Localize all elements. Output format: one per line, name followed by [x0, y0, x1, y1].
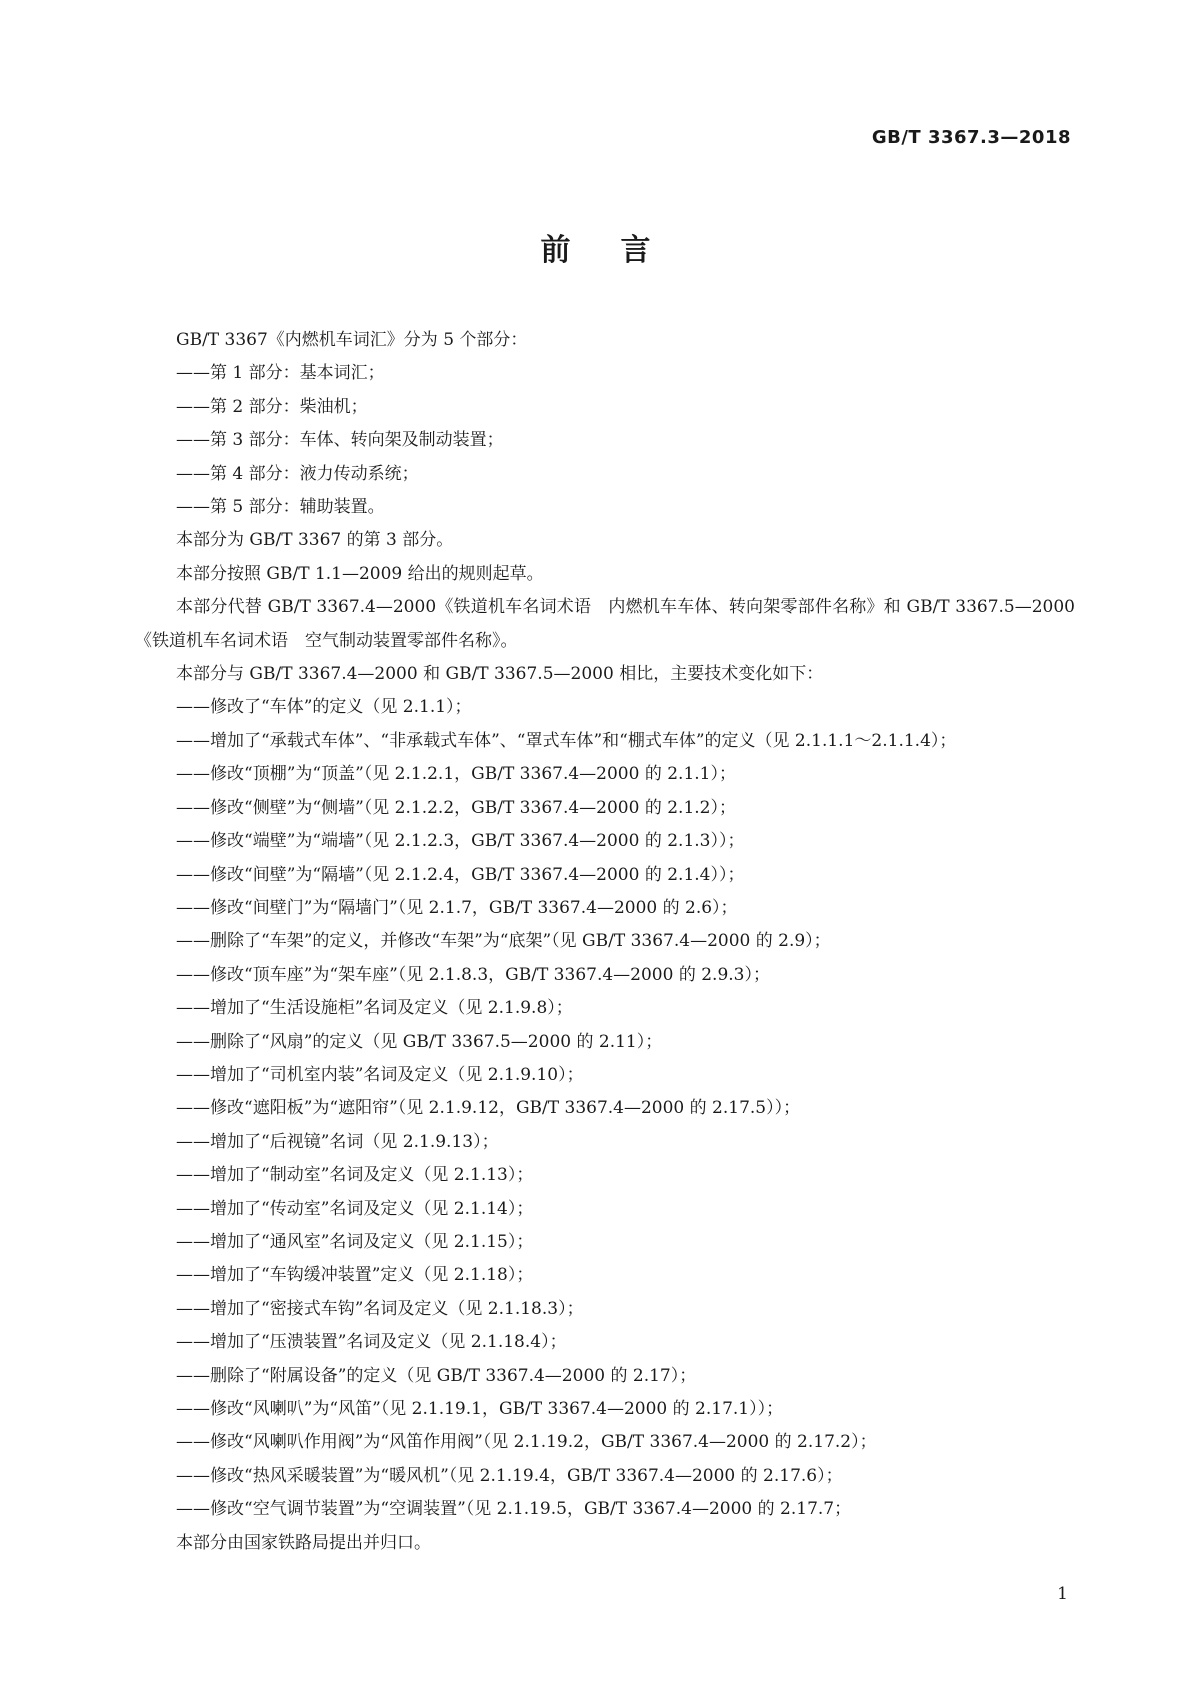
list-item: ——增加了“承载式车体”、“非承载式车体”、“罩式车体”和“棚式车体”的定义（见 2.1.1.1～2.1.1.4）；: [176, 730, 957, 751]
list-item: ——增加了“传动室”名词及定义（见 2.1.14）；: [176, 1198, 534, 1219]
list-item: ——增加了“生活设施柜”名词及定义（见 2.1.9.8）；: [176, 998, 573, 1019]
foreword-body: [135, 324, 1075, 1560]
list-item: ——第 5 部分：辅助装置。: [176, 497, 385, 518]
list-item: ——第 2 部分：柴油机；: [176, 396, 368, 417]
this-part-statement: 本部分为 GB/T 3367 的第 3 部分。: [176, 530, 454, 551]
list-item: ——删除了“风扇”的定义（见 GB/T 3367.5—2000 的 2.11）；: [176, 1031, 663, 1052]
page-title: 前言: [540, 233, 701, 268]
list-item: ——修改“间壁”为“隔墙”（见 2.1.2.4，GB/T 3367.4—2000 的 2.1.4））；: [176, 864, 745, 885]
list-item: ——修改“顶棚”为“顶盖”（见 2.1.2.1，GB/T 3367.4—2000 的 2.1.1）；: [176, 764, 736, 785]
list-item: ——删除了“附属设备”的定义（见 GB/T 3367.4—2000 的 2.17）；: [176, 1365, 697, 1386]
list-item: ——删除了“车架”的定义，并修改“车架”为“底架”（见 GB/T 3367.4—2000 的 2.9）；: [176, 931, 831, 952]
list-item: ——修改了“车体”的定义（见 2.1.1）；: [176, 697, 472, 718]
parts-statement: GB/T 3367《内燃机车词汇》分为 5 个部分：: [176, 330, 528, 350]
list-item: ——增加了“压溃装置”名词及定义（见 2.1.18.4）；: [176, 1332, 567, 1353]
list-item: ——修改“顶车座”为“架车座”（见 2.1.8.3，GB/T 3367.4—2000 的 2.9.3）；: [176, 964, 770, 985]
parts-list: [135, 357, 1075, 524]
list-item: ——增加了“密接式车钩”名词及定义（见 2.1.18.3）；: [176, 1298, 584, 1319]
list-item: ——修改“风喇叭”为“风笛”（见 2.1.19.1，GB/T 3367.4—2000 的 2.17.1））；: [176, 1399, 784, 1419]
replaces-statement: 本部分代替 GB/T 3367.4—2000《铁道机车名词术语 内燃机车车体、转向架零部件名称》和 GB/T 3367.5—2000《铁道机车名词术语 空气制动装置零部件名称》。: [135, 597, 1075, 651]
changes-statement: 本部分与 GB/T 3367.4—2000 和 GB/T 3367.5—2000 相比，主要技术变化如下：: [176, 664, 824, 685]
list-item: ——修改“侧壁”为“侧墙”（见 2.1.2.2，GB/T 3367.4—2000 的 2.1.2）；: [176, 797, 736, 818]
list-item: ——增加了“后视镜”名词（见 2.1.9.13）；: [176, 1131, 499, 1152]
changes-list: [135, 691, 1075, 1526]
list-item: ——增加了“制动室”名词及定义（见 2.1.13）；: [176, 1165, 534, 1186]
list-item: ——增加了“司机室内装”名词及定义（见 2.1.9.10）；: [176, 1064, 584, 1085]
list-item: ——修改“空气调节装置”为“空调装置”（见 2.1.19.5，GB/T 3367.4—2000 的 2.17.7；: [176, 1499, 852, 1520]
standard-code: GB/T 3367.3—2018: [871, 127, 1071, 148]
list-item: ——修改“端壁”为“端墙”（见 2.1.2.3，GB/T 3367.4—2000 的 2.1.3））；: [176, 831, 745, 852]
list-item: ——修改“遮阳板”为“遮阳帘”（见 2.1.9.12，GB/T 3367.4—2000 的 2.17.5））；: [176, 1098, 801, 1119]
list-item: ——第 4 部分：液力传动系统；: [176, 463, 419, 484]
drafting-rule-statement: 本部分按照 GB/T 1.1—2009 给出的规则起草。: [176, 563, 544, 584]
list-item: ——修改“热风采暖装置”为“暖风机”（见 2.1.19.4，GB/T 3367.4—2000 的 2.17.6）；: [176, 1465, 843, 1486]
list-item: ——增加了“车钩缓冲装置”定义（见 2.1.18）；: [176, 1265, 534, 1286]
list-item: ——修改“风喇叭作用阀”为“风笛作用阀”（见 2.1.19.2，GB/T 3367.4—2000 的 2.17.2）；: [176, 1432, 877, 1453]
list-item: ——修改“间壁门”为“隔墙门”（见 2.1.7，GB/T 3367.4—2000 的 2.6）；: [176, 897, 738, 918]
page-number: 1: [1057, 1584, 1068, 1604]
list-item: ——第 3 部分：车体、转向架及制动装置；: [176, 430, 504, 451]
closing-statement: 本部分由国家铁路局提出并归口。: [176, 1532, 431, 1553]
list-item: ——第 1 部分：基本词汇；: [176, 363, 385, 384]
list-item: ——增加了“通风室”名词及定义（见 2.1.15）；: [176, 1231, 534, 1252]
